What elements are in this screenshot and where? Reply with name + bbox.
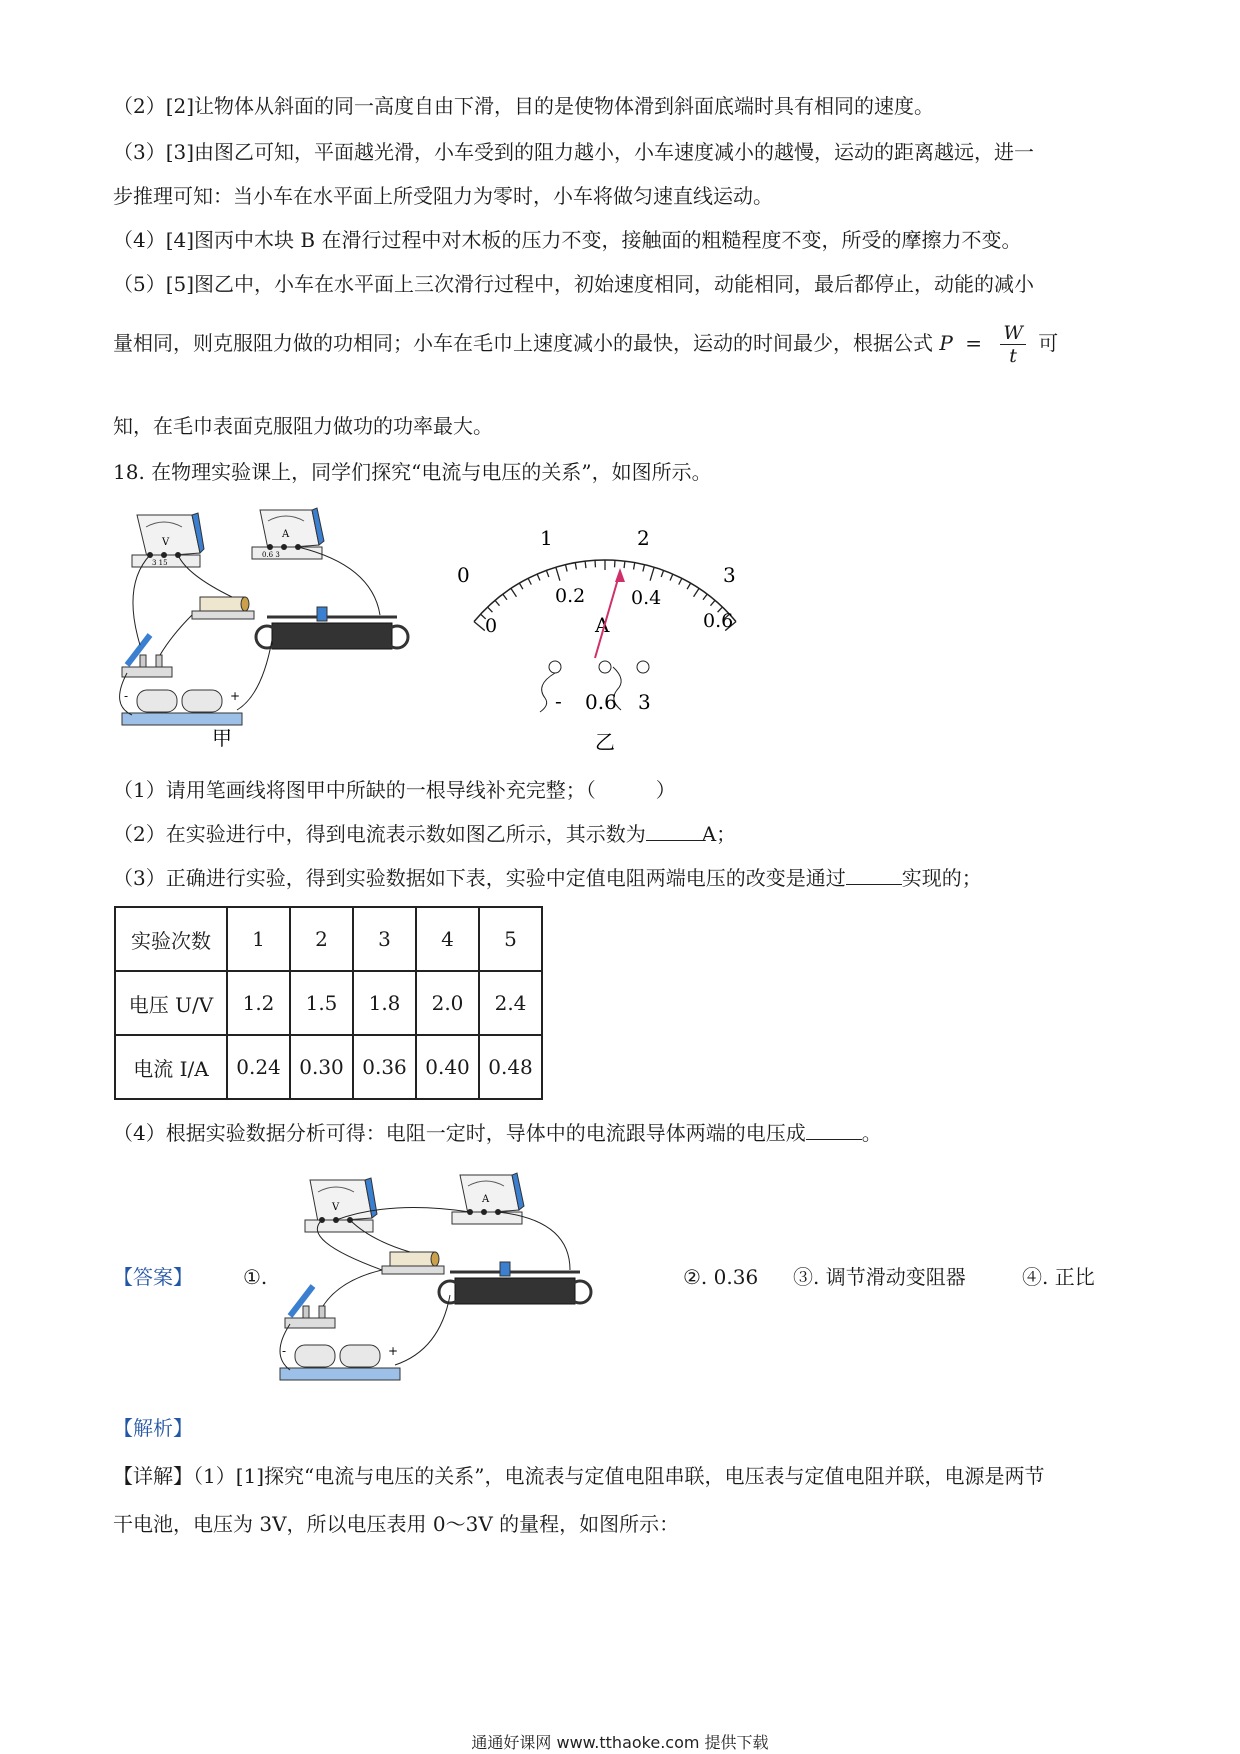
text-span: 量相同，则克服阻力做的功相同；小车在毛巾上速度减小的最快，运动的时间最少，根据公式 bbox=[113, 331, 933, 355]
table-cell: 电流 I/A bbox=[115, 1035, 227, 1099]
dial-tick bbox=[511, 588, 517, 596]
table-cell: 0.30 bbox=[290, 1035, 353, 1099]
table-cell: 2.4 bbox=[479, 971, 542, 1035]
table-cell: 5 bbox=[479, 907, 542, 971]
resistor-icon bbox=[192, 597, 254, 619]
table-cell: 1.5 bbox=[290, 971, 353, 1035]
table-cell: 实验次数 bbox=[115, 907, 227, 971]
answer-item-3: ③. 调节滑动变阻器 bbox=[793, 1265, 966, 1289]
table-cell: 0.40 bbox=[416, 1035, 479, 1099]
answer-blank[interactable] bbox=[646, 820, 702, 841]
dial-top-label: 2 bbox=[637, 526, 650, 550]
formula-fraction bbox=[1000, 322, 1026, 367]
ammeter-letter: A bbox=[482, 1194, 490, 1205]
formula-p: P bbox=[939, 331, 953, 355]
footer-watermark: 通通好课网 www.tthaoke.com 提供下载 bbox=[471, 1733, 769, 1752]
formula-numerator: W bbox=[1000, 322, 1026, 345]
dial-tick bbox=[528, 578, 531, 584]
question-18-4 bbox=[113, 1119, 882, 1147]
dial-top-label: 3 bbox=[723, 563, 736, 587]
dial-tick bbox=[519, 583, 523, 589]
dial-bottom-label: 0.6 bbox=[703, 610, 734, 632]
answer-blank[interactable] bbox=[806, 1119, 862, 1140]
text-span: 。 bbox=[861, 1121, 882, 1145]
dial-tick bbox=[546, 570, 548, 577]
dial-terminal: - bbox=[555, 689, 562, 713]
ammeter-dial-yi bbox=[455, 520, 755, 755]
text-line: 知，在毛巾表面克服阻力做功的功率最大。 bbox=[113, 414, 493, 438]
ammeter-letter: A bbox=[282, 529, 290, 540]
detail-line: 【详解】（1）[1]探究“电流与电压的关系”，电流表与定值电阻串联，电压表与定值电阻并联，电源是两节 bbox=[113, 1464, 1045, 1488]
resistor-icon bbox=[382, 1252, 444, 1274]
text-span: 可 bbox=[1038, 331, 1059, 355]
circuit-diagram-jia bbox=[112, 505, 442, 750]
table-row bbox=[115, 971, 542, 1035]
dial-tick bbox=[537, 574, 540, 580]
dial-tick bbox=[694, 588, 700, 596]
text-line: （2）[2]让物体从斜面的同一高度自由下滑，目的是使物体滑到斜面底端时具有相同的速度。 bbox=[113, 94, 935, 118]
voltmeter-letter: V bbox=[332, 1202, 340, 1213]
formula-denominator: t bbox=[1009, 345, 1017, 367]
text-span: A； bbox=[701, 822, 737, 846]
data-table bbox=[114, 906, 543, 1100]
dial-tick bbox=[585, 561, 586, 568]
text-span: 实现的； bbox=[901, 866, 982, 890]
battery-icon bbox=[122, 689, 242, 725]
dial-tick bbox=[643, 565, 645, 572]
dial-tick bbox=[687, 583, 691, 589]
dial-terminal: 0.6 bbox=[585, 690, 617, 714]
text-span: （3）正确进行实验，得到实验数据如下表，实验中定值电阻两端电压的改变是通过 bbox=[113, 866, 846, 890]
answer-item-4: ④. 正比 bbox=[1022, 1265, 1095, 1289]
dial-bottom-label: 0.2 bbox=[555, 585, 586, 607]
analysis-tag: 【解析】 bbox=[113, 1416, 193, 1440]
ammeter-icon bbox=[452, 1173, 524, 1224]
table-cell: 3 bbox=[353, 907, 416, 971]
table-row bbox=[115, 907, 542, 971]
battery-minus: - bbox=[124, 689, 129, 703]
dial-tick bbox=[575, 563, 576, 570]
figure-label-jia: 甲 bbox=[212, 726, 232, 750]
table-cell: 2 bbox=[290, 907, 353, 971]
answer-circuit-diagram bbox=[270, 1170, 630, 1410]
table-cell: 1.8 bbox=[353, 971, 416, 1035]
battery-plus: + bbox=[230, 689, 241, 703]
dial-tick bbox=[474, 622, 485, 631]
rheostat-icon bbox=[256, 607, 408, 649]
table-cell: 0.24 bbox=[227, 1035, 290, 1099]
dial-top-label: 0 bbox=[457, 563, 470, 587]
table-cell: 电压 U/V bbox=[115, 971, 227, 1035]
question-18-1: （1）请用笔画线将图甲中所缺的一根导线补充完整；（ ） bbox=[113, 778, 676, 802]
rheostat-icon bbox=[439, 1262, 591, 1304]
dial-tick bbox=[565, 565, 567, 572]
answer-item-2: ②. 0.36 bbox=[683, 1265, 759, 1289]
table-cell: 1 bbox=[227, 907, 290, 971]
dial-tick bbox=[703, 594, 707, 600]
dial-tick bbox=[503, 594, 507, 600]
battery-minus: - bbox=[282, 1344, 287, 1358]
text-line: 步推理可知：当小车在水平面上所受阻力为零时，小车将做匀速直线运动。 bbox=[113, 184, 773, 208]
table-cell: 4 bbox=[416, 907, 479, 971]
dial-tick bbox=[624, 561, 625, 568]
dial-terminal: 3 bbox=[638, 690, 651, 714]
dial-tick bbox=[679, 578, 682, 584]
dial-tick bbox=[670, 574, 673, 580]
answer-tag: 【答案】 bbox=[113, 1265, 193, 1289]
formula-equals: = bbox=[965, 331, 982, 355]
text-line-with-formula bbox=[113, 322, 1058, 367]
voltmeter-icon bbox=[305, 1178, 377, 1232]
switch-icon bbox=[122, 635, 172, 677]
switch-icon bbox=[285, 1286, 335, 1328]
dial-tick bbox=[650, 567, 654, 580]
detail-line: 干电池，电压为 3V，所以电压表用 0～3V 的量程，如图所示： bbox=[113, 1512, 680, 1536]
question-18-3 bbox=[113, 864, 982, 892]
text-line: （5）[5]图乙中，小车在水平面上三次滑行过程中，初始速度相同，动能相同，最后都停止，动能的减小 bbox=[113, 272, 1035, 296]
dial-tick bbox=[556, 567, 560, 580]
dial-top-label: 1 bbox=[540, 526, 553, 550]
dial-tick bbox=[661, 570, 663, 577]
ammeter-terminals: 0.6 3 bbox=[262, 551, 280, 559]
dial-tick bbox=[634, 563, 635, 570]
voltmeter-letter: V bbox=[162, 537, 170, 548]
text-line: （4）[4]图丙中木块 B 在滑行过程中对木板的压力不变，接触面的粗糙程度不变，所受的摩擦力不变。 bbox=[113, 228, 1022, 252]
answer-item-1: ①. bbox=[243, 1265, 268, 1289]
table-cell: 2.0 bbox=[416, 971, 479, 1035]
battery-plus: + bbox=[388, 1344, 399, 1358]
question-18-title: 18. 在物理实验课上，同学们探究“电流与电压的关系”，如图所示。 bbox=[113, 460, 712, 484]
table-cell: 0.36 bbox=[353, 1035, 416, 1099]
answer-blank[interactable] bbox=[846, 864, 902, 885]
text-span: （2）在实验进行中，得到电流表示数如图乙所示，其示数为 bbox=[113, 822, 646, 846]
dial-tick bbox=[488, 607, 493, 612]
text-span: （4）根据实验数据分析可得：电阻一定时，导体中的电流跟导体两端的电压成 bbox=[113, 1121, 806, 1145]
table-cell: 1.2 bbox=[227, 971, 290, 1035]
question-18-2 bbox=[113, 820, 736, 848]
dial-tick bbox=[710, 600, 715, 605]
dial-unit: A bbox=[595, 613, 610, 637]
table-row bbox=[115, 1035, 542, 1099]
table-cell: 0.48 bbox=[479, 1035, 542, 1099]
dial-bottom-label: 0 bbox=[485, 615, 498, 637]
figure-label-yi: 乙 bbox=[595, 730, 615, 754]
dial-bottom-label: 0.4 bbox=[631, 587, 662, 609]
voltmeter-icon bbox=[132, 513, 204, 567]
battery-icon bbox=[280, 1344, 400, 1380]
text-line: （3）[3]由图乙可知，平面越光滑，小车受到的阻力越小，小车速度减小的越慢，运动的距离越远，进一 bbox=[113, 140, 1035, 164]
voltmeter-terminals: 3 15 bbox=[152, 559, 168, 567]
dial-tick bbox=[495, 600, 500, 605]
